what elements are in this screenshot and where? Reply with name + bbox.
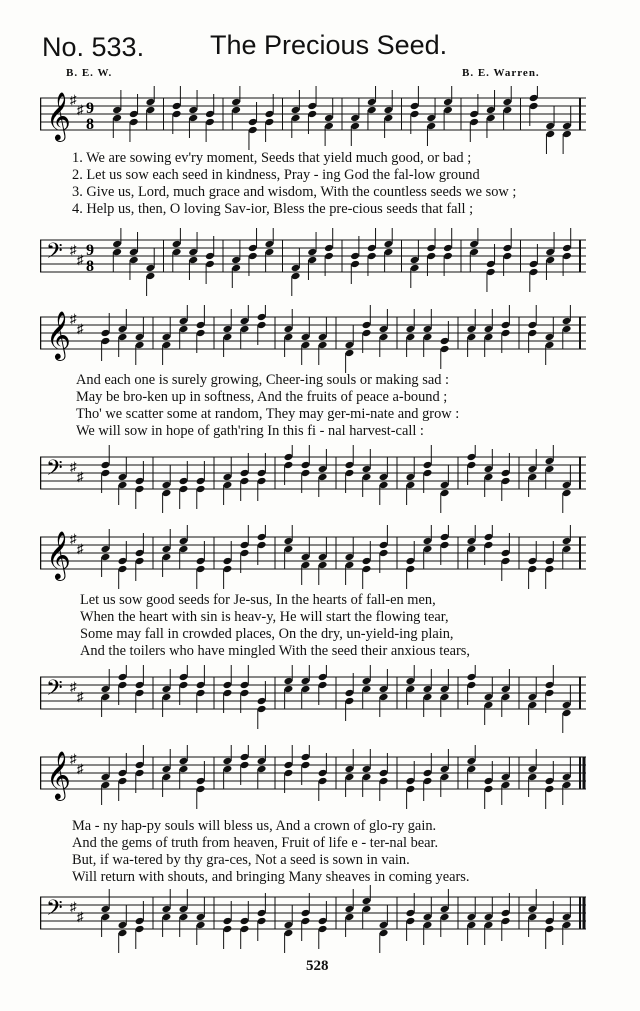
lyric-line: May be bro-ken up in softness, And the fruits of peace a-bound ;	[76, 389, 448, 405]
lyric-line: Tho' we scatter some at random, They may ger-mi-nate and grow :	[76, 406, 460, 422]
lyric-line: Some may fall in crowded places, On the dry, un-yield-ing plain,	[80, 626, 454, 642]
music-credit: B. E. Warren.	[462, 67, 540, 79]
lyric-line: But, if wa-tered by thy gra-ces, Not a seed is sown in vain.	[72, 852, 410, 868]
sharp-icon: ♯	[77, 469, 84, 484]
bass-staff	[40, 228, 586, 304]
sharp-icon: ♯	[70, 751, 77, 766]
bass-staff	[40, 445, 586, 521]
sharp-icon: ♯	[70, 531, 77, 546]
treble-clef-icon: 𝄞	[46, 750, 71, 799]
bass-clef-icon: 𝄢	[46, 239, 63, 269]
lyric-line: 2. Let us sow each seed in kindness, Pray - ing God the fal-low ground	[72, 167, 480, 183]
lyric-line: And the toilers who have mingled With the seed their anxious tears,	[80, 643, 471, 659]
sharp-icon: ♯	[77, 689, 84, 704]
lyric-line: 4. Help us, then, O loving Sav-ior, Bless the pre-cious seeds that fall ;	[72, 201, 474, 217]
time-signature-bottom: 8	[86, 116, 94, 133]
lyric-line: 1. We are sowing ev'ry moment, Seeds that yield much good, or bad ;	[72, 150, 472, 166]
treble-clef-icon: 𝄞	[46, 91, 71, 140]
lyric-line: When the heart with sin is heav-y, He will start the flowing tear,	[80, 609, 449, 625]
bass-staff	[40, 665, 586, 741]
bass-clef-icon: 𝄢	[46, 896, 63, 926]
lyric-line: Will return with shouts, and bringing Many sheaves in coming years.	[72, 869, 470, 885]
hymn-number: No. 533.	[42, 32, 145, 62]
treble-clef-icon: 𝄞	[46, 310, 71, 359]
words-credit: B. E. W.	[66, 67, 113, 79]
time-signature-bottom: 8	[86, 258, 94, 275]
bass-clef-icon: 𝄢	[46, 456, 63, 486]
lyrics-block	[80, 592, 470, 660]
lyric-line: Let us sow good seeds for Je-sus, In the hearts of fall-en men,	[80, 592, 436, 608]
bass-clef-icon: 𝄢	[46, 676, 63, 706]
sharp-icon: ♯	[77, 321, 84, 336]
treble-staff	[40, 525, 586, 601]
lyric-line: And each one is surely growing, Cheer-ing souls or making sad :	[76, 372, 449, 388]
sharp-icon: ♯	[70, 242, 77, 257]
lyric-line: We will sow in hope of gath'ring In this fi - nal harvest-call :	[76, 423, 424, 439]
sharp-icon: ♯	[77, 252, 84, 267]
sharp-icon: ♯	[70, 899, 77, 914]
time-signature-top: 9	[86, 100, 94, 117]
sharp-icon: ♯	[77, 102, 84, 117]
bass-staff	[40, 885, 586, 961]
treble-clef-icon: 𝄞	[46, 530, 71, 579]
lyric-line: And the gems of truth from heaven, Fruit of life e - ter-nal bear.	[72, 835, 439, 851]
page-number: 528	[306, 958, 329, 974]
sharp-icon: ♯	[70, 679, 77, 694]
lyric-line: Ma - ny hap-py souls will bless us, And a crown of glo-ry gain.	[72, 818, 437, 834]
lyrics-block	[76, 372, 459, 440]
sharp-icon: ♯	[77, 541, 84, 556]
treble-staff	[40, 745, 586, 821]
sharp-icon: ♯	[77, 909, 84, 924]
hymn-title: The Precious Seed.	[210, 30, 448, 60]
sharp-icon: ♯	[70, 311, 77, 326]
sharp-icon: ♯	[70, 92, 77, 107]
treble-staff	[40, 305, 586, 381]
sharp-icon: ♯	[77, 761, 84, 776]
lyrics-block	[72, 818, 470, 886]
time-signature-top: 9	[86, 242, 94, 259]
lyrics-block	[72, 150, 516, 218]
lyric-line: 3. Give us, Lord, much grace and wisdom, With the countless seeds we sow ;	[72, 184, 517, 200]
sharp-icon: ♯	[70, 459, 77, 474]
